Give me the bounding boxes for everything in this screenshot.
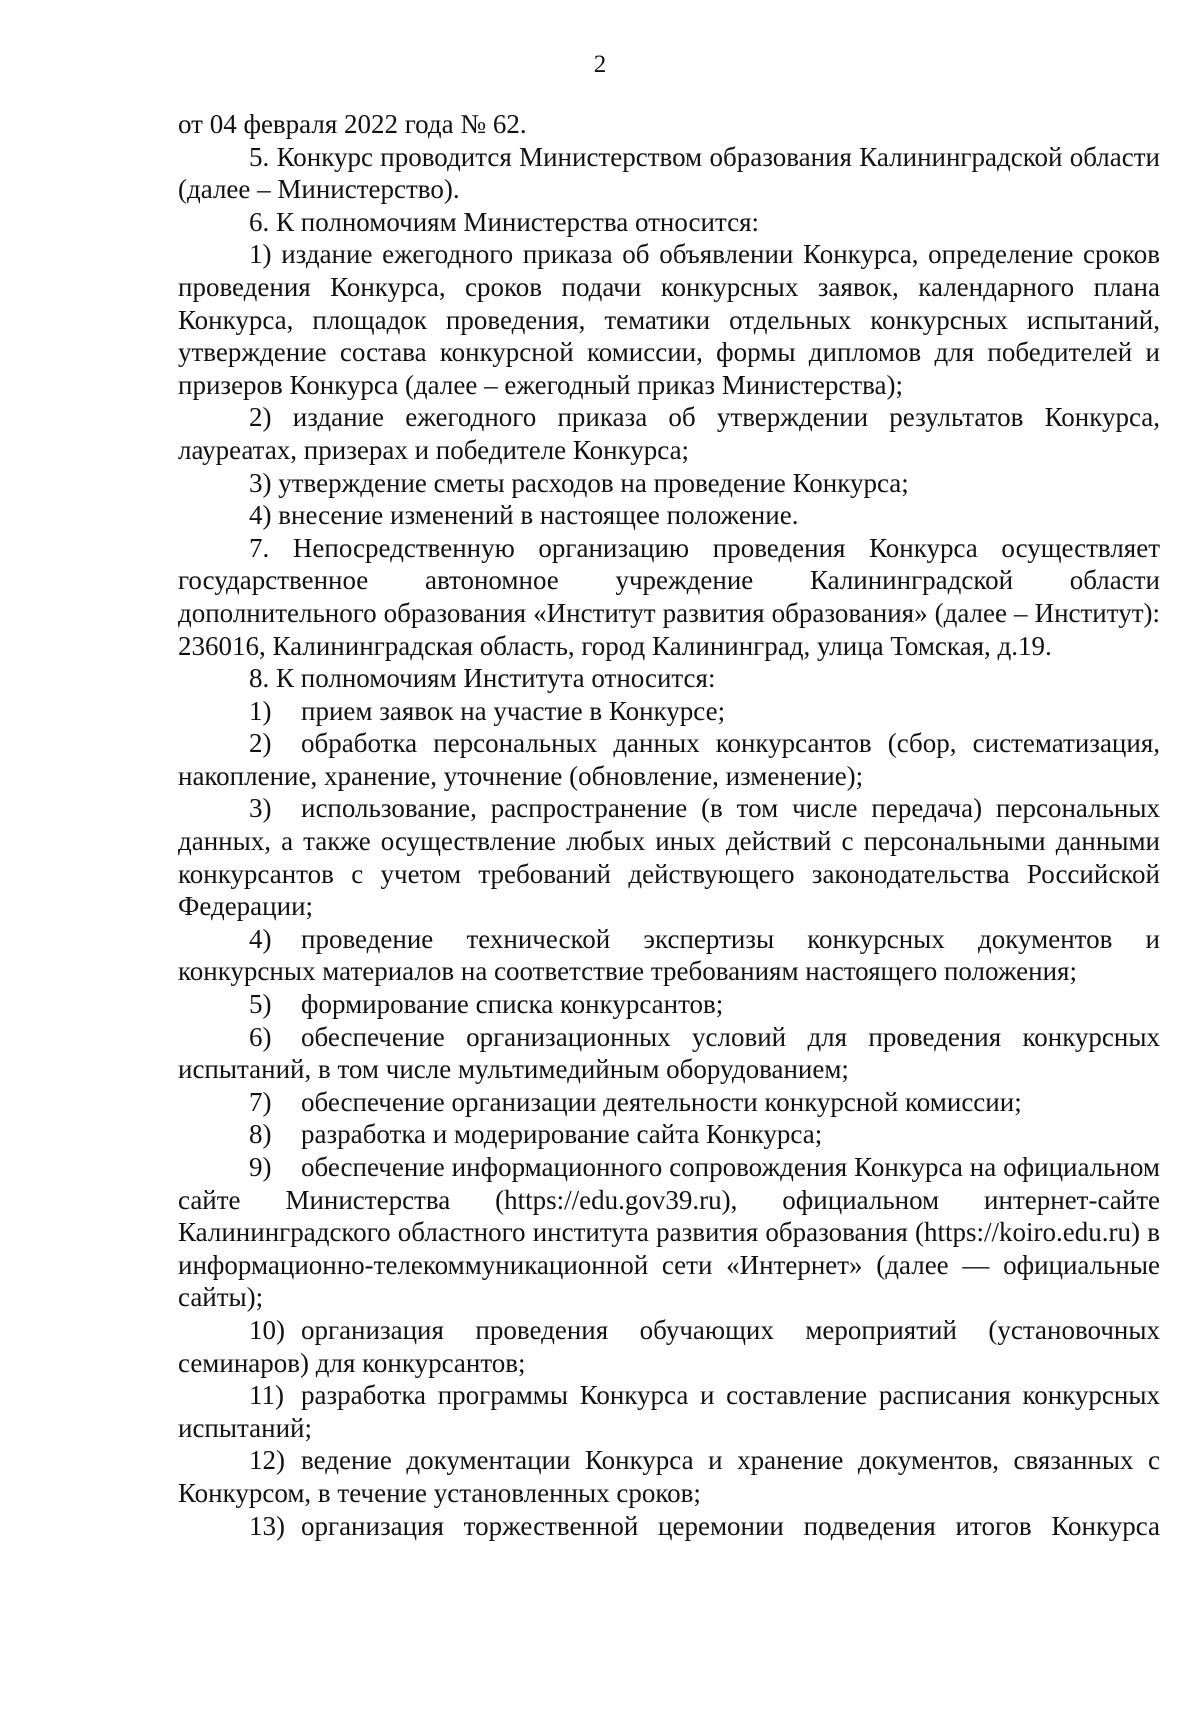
- item-number: 13): [249, 1510, 285, 1541]
- paragraph-5: 5. Конкурс проводится Министерством образования Калининградской области (далее – Министерство).: [178, 141, 1160, 205]
- item-number: 4): [249, 923, 272, 954]
- institute-item-13: [178, 1510, 1160, 1543]
- institute-item-12: [178, 1444, 1160, 1509]
- item-text: разработка и модерирование сайта Конкурса;: [301, 1119, 823, 1150]
- item-text: формирование списка конкурсантов;: [301, 989, 724, 1020]
- item-number: 11): [249, 1380, 284, 1411]
- item-text: проведение технической экспертизы конкурсных документов и конкурсных материалов на соответствие требованиям настоящего положения;: [178, 923, 1160, 987]
- paragraph-continuation: от 04 февраля 2022 года № 62.: [178, 109, 527, 139]
- ministry-item-3: 3) утверждение сметы расходов на проведение Конкурса;: [249, 467, 909, 498]
- institute-item-6: [178, 1021, 1160, 1086]
- institute-item-5: [178, 988, 1160, 1021]
- item-text: обработка персональных данных конкурсантов (сбор, систематизация, накопление, хранение, уточнение (обновление, изменение);: [178, 728, 1160, 791]
- item-number: 8): [249, 1119, 272, 1150]
- ministry-item-4: 4) внесение изменений в настоящее положение.: [249, 500, 799, 531]
- item-number: 9): [249, 1152, 272, 1182]
- institute-item-7: [178, 1086, 1160, 1119]
- item-text: организация торжественной церемонии подведения итогов Конкурса: [301, 1510, 1160, 1541]
- paragraph-6: 6. К полномочиям Министерства относится:: [249, 206, 759, 237]
- institute-item-4: [178, 923, 1160, 988]
- item-number: 6): [249, 1021, 272, 1052]
- institute-item-9: [178, 1151, 1160, 1314]
- item-number: 12): [249, 1445, 285, 1476]
- item-text: использование, распространение (в том числе передача) персональных данных, а также осуществление любых иных действий с персональными данными конкурсантов с учетом требований действующего законодательства Российской Федерации;: [178, 793, 1160, 922]
- item-text: обеспечение организации деятельности конкурсной комиссии;: [301, 1086, 1022, 1117]
- ministry-item-2: 2) издание ежегодного приказа об утверждении результатов Конкурса, лауреатах, призерах и победителе Конкурса;: [178, 402, 1160, 465]
- item-number: 3): [249, 793, 272, 824]
- paragraph-8: 8. К полномочиям Института относится:: [249, 663, 716, 694]
- institute-item-11: [178, 1379, 1160, 1444]
- institute-item-3: [178, 792, 1160, 922]
- item-text: ведение документации Конкурса и хранение документов, связанных с Конкурсом, в течение установленных сроков;: [178, 1445, 1160, 1508]
- institute-item-8: [178, 1118, 1160, 1151]
- item-text: прием заявок на участие в Конкурсе;: [301, 695, 726, 726]
- item-number: 7): [249, 1086, 272, 1117]
- item-text: обеспечение информационного сопровождения Конкурса на официальном сайте Министерства (https://edu.gov39.ru), официальном интернет-сайте Калининградского областного института развития образования (https://koiro.edu.ru) в информационно-телекоммуникационной сети «Интернет» (далее — официальные сайты);: [178, 1152, 1160, 1313]
- page-number: 2: [593, 51, 607, 78]
- item-number: 10): [249, 1314, 285, 1345]
- item-number: 5): [249, 989, 272, 1020]
- institute-item-10: [178, 1314, 1160, 1379]
- item-text: разработка программы Конкурса и составление расписания конкурсных испытаний;: [178, 1380, 1160, 1443]
- ministry-item-1: 1) издание ежегодного приказа об объявлении Конкурса, определение сроков проведения Конкурса, сроков подачи конкурсных заявок, календарного плана Конкурса, площадок проведения, тематики отдельных конкурсных испытаний, утверждение состава конкурсной комиссии, формы дипломов для победителей и призеров Конкурса (далее – ежегодный приказ Министерства);: [178, 239, 1160, 400]
- item-text: обеспечение организационных условий для проведения конкурсных испытаний, в том числе мультимедийным оборудованием;: [178, 1021, 1160, 1085]
- institute-item-2: [178, 727, 1160, 792]
- item-number: 2): [249, 728, 272, 759]
- institute-item-1: [178, 695, 1160, 728]
- paragraph-7: 7. Непосредственную организацию проведения Конкурса осуществляет государственное автономное учреждение Калининградской области дополнительного образования «Институт развития образования» (далее – Институт): 236016, Калининградская область, город Калининград, улица Томская, д.19.: [178, 532, 1160, 661]
- item-number: 1): [249, 695, 272, 726]
- item-text: организация проведения обучающих мероприятий (установочных семинаров) для конкурсантов;: [178, 1314, 1160, 1378]
- document-body: [178, 108, 1160, 1542]
